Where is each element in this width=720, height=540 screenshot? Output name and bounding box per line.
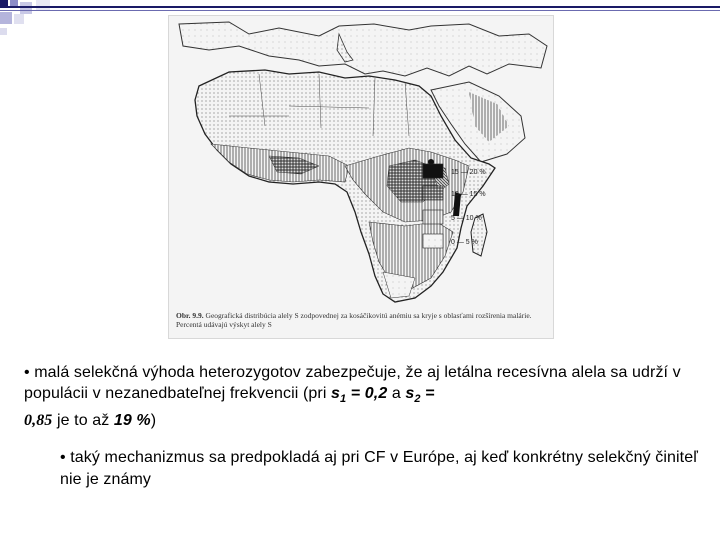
s2-subscript: 2 — [414, 393, 421, 406]
legend-label: 10 — 15 % — [451, 191, 486, 198]
caption-text: Geografická distribúcia alely S zodpovednej za kosáčikovitú anémiu sa kryje s oblasťami rozšírenia malárie. Percentá udávajú výskyt alely S — [176, 311, 532, 329]
value-085: 0,85 — [24, 412, 53, 430]
bullet-paragraph-1 — [24, 362, 704, 431]
s2-symbol: s — [405, 385, 415, 402]
bullet-1-mid: a — [387, 385, 406, 402]
header-rule-thin — [0, 10, 720, 11]
s1-value: = 0,2 — [346, 385, 388, 402]
legend-label: 15 — 20 % — [451, 169, 486, 176]
legend-label: 0 — 5 % — [451, 239, 478, 246]
s2-value: = — [420, 385, 435, 402]
europe-region — [179, 22, 547, 76]
bullet-1-text: • malá selekčná výhoda heterozygotov zabezpečuje, že aj letálna recesívna alela sa udrží v populácii v nezanedbateľnej frekvencii (pri — [24, 364, 681, 402]
s1-subscript: 1 — [340, 393, 347, 406]
map-figure — [168, 15, 554, 339]
bullet-1-je: je to až — [52, 412, 114, 430]
bullet-1-close: ) — [150, 412, 157, 430]
legend-label: 5 — 10 % — [451, 215, 482, 222]
s1-symbol: s — [331, 385, 341, 402]
caption-number: Obr. 9.9. — [176, 311, 204, 320]
header-rule — [0, 6, 720, 8]
percent-19: 19 % — [113, 412, 151, 430]
figure-caption — [176, 311, 548, 329]
bullet-paragraph-2: • taký mechanizmus sa predpokladá aj pri CF v Európe, aj keď konkrétny selekčný činiteľ nie je známy — [60, 449, 698, 488]
africa-map — [169, 16, 553, 312]
